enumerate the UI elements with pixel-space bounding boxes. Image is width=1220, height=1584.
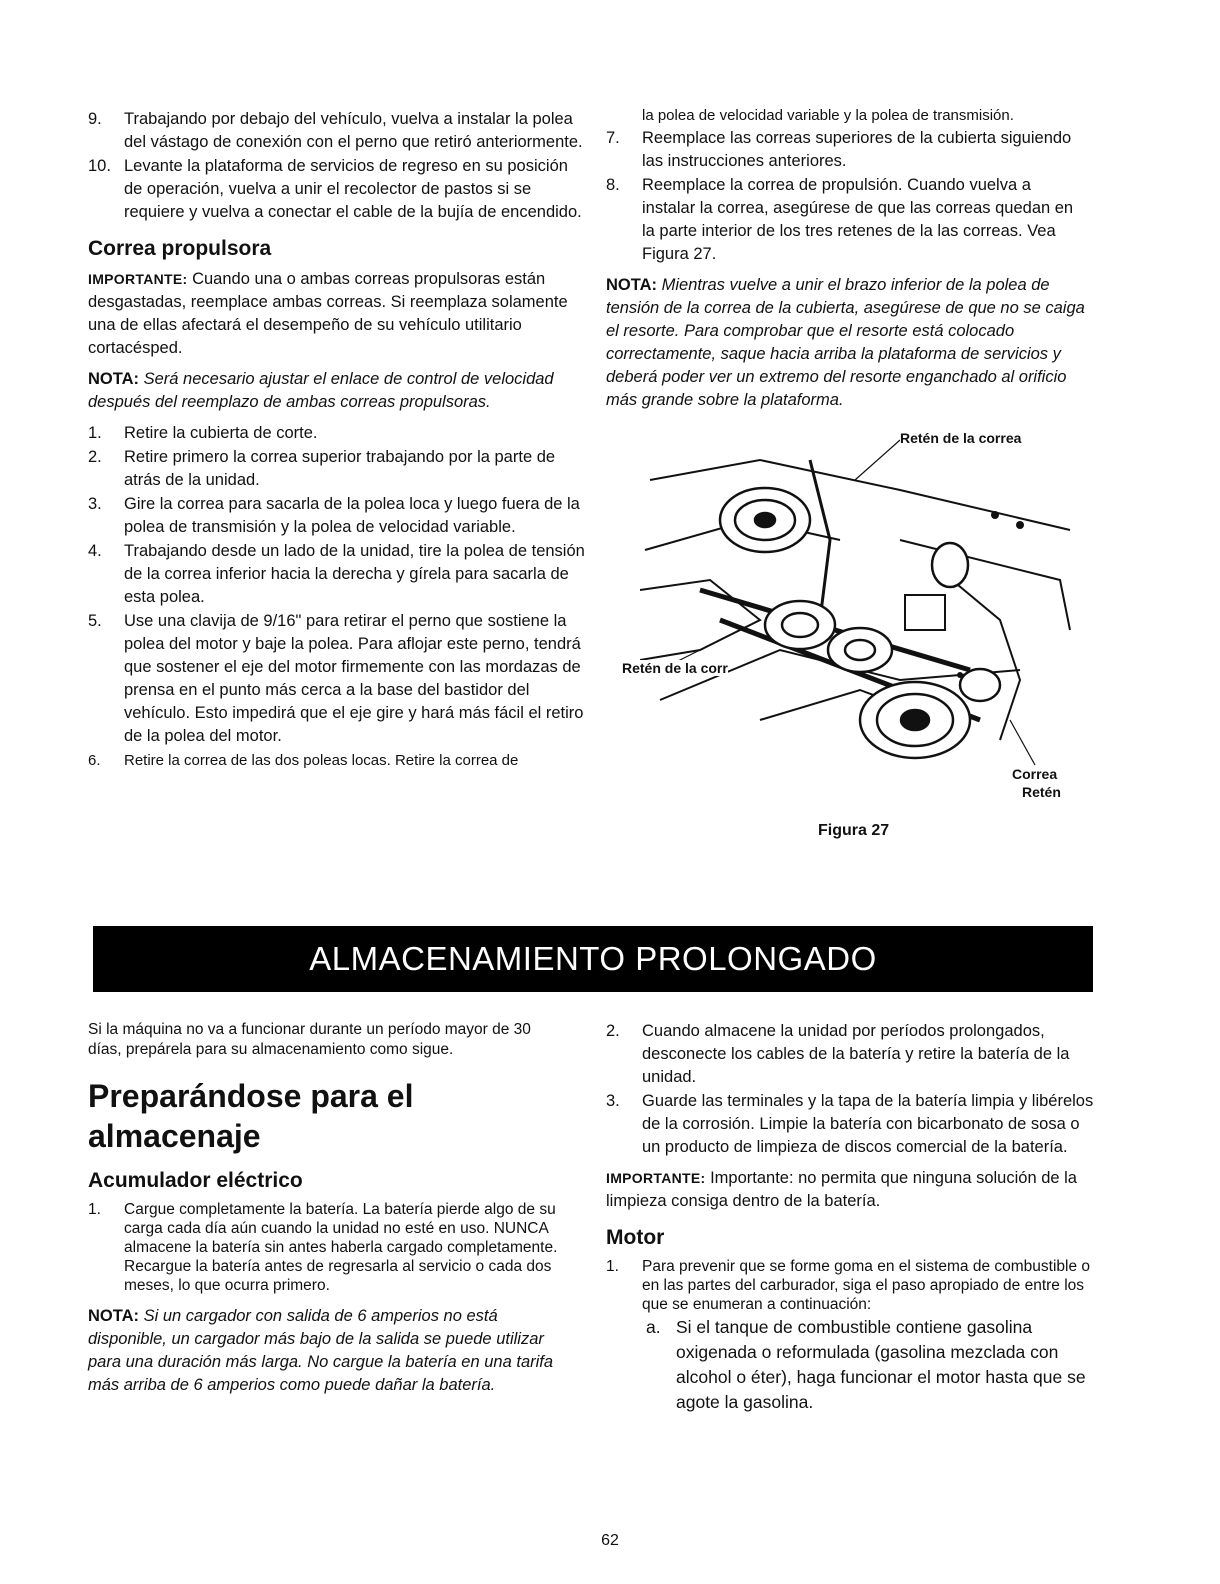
importante-text: Importante: no permita que ninguna solución de la limpieza consiga dentro de la batería.	[606, 1169, 1077, 1210]
list-item	[88, 540, 588, 609]
step-number: 2.	[606, 1022, 620, 1040]
step-text: Retire la correa de las dos poleas locas. Retire la correa de	[124, 752, 519, 769]
steps-list-top	[88, 108, 588, 224]
nota-paragraph	[88, 1305, 568, 1397]
list-item	[88, 108, 588, 154]
figure-27-illustration	[622, 420, 1080, 810]
step-text: Cuando almacene la unidad por períodos prolongados, desconecte los cables de la batería y retire la batería de la unidad.	[642, 1022, 1070, 1086]
label-correa-right: Correa	[1012, 766, 1058, 782]
step-number: 9.	[88, 110, 102, 128]
steps-list-battery	[88, 1200, 568, 1295]
continued-text: la polea de velocidad variable y la polea de transmisión.	[642, 107, 1014, 124]
list-item	[88, 155, 588, 224]
figure-caption: Figura 27	[818, 822, 890, 839]
sub-step-letter: a.	[646, 1317, 661, 1337]
list-item	[606, 174, 1086, 266]
list-item	[88, 749, 588, 772]
step-text: Retire la cubierta de corte.	[124, 424, 318, 442]
heading-motor: Motor	[606, 1226, 665, 1249]
nota-text: Si un cargador con salida de 6 amperios no está disponible, un cargador más bajo de la salida se puede utilizar para una duración más larga. No cargue la batería en una tarifa más arriba de 6 amperios como puede dañar la batería.	[88, 1307, 554, 1394]
step-number: 6.	[88, 752, 101, 769]
importante-text: Cuando una o ambas correas propulsoras están desgastadas, reemplace ambas correas. Si reemplaza solamente una de ellas afectará el desempeño de su vehículo utilitario cortacésped.	[88, 270, 568, 357]
step-text: Guarde las terminales y la tapa de la batería limpia y libérelos de la corrosión. Limpie la batería con bicarbonato de sosa o un producto de limpieza de discos comercial de la batería.	[642, 1092, 1094, 1156]
step-number: 10.	[88, 157, 111, 175]
list-item	[88, 493, 588, 539]
nota-label: NOTA:	[88, 1307, 140, 1325]
step-number: 4.	[88, 542, 102, 560]
step-text: Trabajando por debajo del vehículo, vuelva a instalar la polea del vástago de conexión con el perno que retiró anteriormente.	[124, 110, 583, 151]
step-text: Reemplace la correa de propulsión. Cuando vuelva a instalar la correa, asegúrese de que las correas quedan en la parte interior de los tres retenes de la las correas. Vea Figura 27.	[642, 176, 1074, 263]
step-text: Trabajando desde un lado de la unidad, tire la polea de tensión de la correa inferior hacia la derecha y gírela para sacarla de esta polea.	[124, 542, 585, 606]
list-item	[606, 127, 1086, 173]
label-reten-correa-left: Retén de la corr	[622, 660, 728, 676]
step-text: Retire primero la correa superior trabajando por la parte de atrás de la unidad.	[124, 448, 556, 489]
importante-label: IMPORTANTE:	[606, 1170, 706, 1186]
step-text: Cargue completamente la batería. La batería pierde algo de su carga cada día aún cuando la unidad no esté en uso. NUNCA almacene la batería sin antes haberla cargado completamente. Recargue la batería antes de regresarla al servicio o cada dos meses, lo que ocurra primero.	[124, 1201, 558, 1294]
heading-preparandose: Preparándose para el almacenaje	[88, 1078, 414, 1154]
step-number: 5.	[88, 612, 102, 630]
right-bottom-column	[606, 1020, 1096, 1415]
list-item	[606, 1020, 1096, 1089]
nota-text: Será necesario ajustar el enlace de control de velocidad después del reemplazo de ambas correas propulsoras.	[88, 370, 554, 411]
steps-list-belt	[88, 422, 588, 772]
nota-paragraph	[88, 368, 588, 414]
importante-label: IMPORTANTE:	[88, 271, 188, 287]
heading-acumulador: Acumulador eléctrico	[88, 1169, 303, 1192]
step-number: 3.	[606, 1092, 620, 1110]
label-reten-right: Retén	[1022, 784, 1061, 800]
section-heading-correa: Correa propulsora	[88, 237, 272, 260]
step-text: Use una clavija de 9/16" para retirar el perno que sostiene la polea del motor y baje la polea. Para aflojar este perno, tendrá que sostener el eje del motor firmemente con las mordazas de prensa en el punto más cerca a la base del bastidor del vehículo. Esto impedirá que el eje gire y hará más fácil el retiro de la polea del motor.	[124, 612, 584, 745]
list-item	[88, 422, 588, 445]
list-item	[606, 1090, 1096, 1159]
step-text: Reemplace las correas superiores de la cubierta siguiendo las instrucciones anteriores.	[642, 129, 1072, 170]
importante-paragraph	[88, 268, 588, 360]
pulley-drawing	[640, 420, 1080, 810]
list-item	[606, 1257, 1096, 1314]
nota-label: NOTA:	[606, 276, 658, 294]
left-top-column	[88, 108, 588, 773]
step-number: 8.	[606, 176, 620, 194]
page-number: 62	[601, 1532, 619, 1549]
step-number: 3.	[88, 495, 102, 513]
steps-list-storage	[606, 1020, 1096, 1159]
step-text: Levante la plataforma de servicios de regreso en su posición de operación, vuelva a unir el recolector de pastos si se requiere y vuelva a conectar el cable de la bujía de encendido.	[124, 157, 582, 221]
step-text: Para prevenir que se forme goma en el sistema de combustible o en las partes del carburador, siga el paso apropiado de entre los que se enumeran a continuación:	[642, 1258, 1091, 1313]
steps-list-right	[606, 127, 1086, 266]
nota-label: NOTA:	[88, 370, 140, 388]
step-number: 1.	[88, 424, 102, 442]
nota-text: Mientras vuelve a unir el brazo inferior de la polea de tensión de la correa de la cubierta, asegúrese de que no se caiga el resorte. Para comprobar que el resorte está colocado correctamente, saque hacia arriba la plataforma de servicios y deberá poder ver un extremo del resorte enganchado al orificio más grande sobre la plataforma.	[606, 276, 1085, 409]
label-reten-correa-top: Retén de la correa	[900, 430, 1022, 446]
sub-step-a	[606, 1315, 1096, 1415]
importante-paragraph	[606, 1167, 1096, 1213]
section-banner: ALMACENAMIENTO PROLONGADO	[93, 926, 1093, 992]
step-number: 1.	[606, 1258, 619, 1275]
list-item	[88, 446, 588, 492]
sub-step-text: Si el tanque de combustible contiene gasolina oxigenada o reformulada (gasolina mezclada con alcohol o éter), haga funcionar el motor hasta que se agote la gasolina.	[676, 1317, 1086, 1412]
step-number: 1.	[88, 1201, 101, 1218]
left-bottom-column	[88, 1020, 568, 1405]
list-item	[88, 1200, 568, 1295]
right-top-column	[606, 104, 1086, 420]
nota-paragraph	[606, 274, 1086, 412]
steps-list-motor	[606, 1257, 1096, 1314]
step-number: 2.	[88, 448, 102, 466]
list-item	[88, 610, 588, 748]
step-number: 7.	[606, 129, 620, 147]
storage-intro: Si la máquina no va a funcionar durante un período mayor de 30 días, prepárela para su almacenamiento como sigue.	[88, 1021, 531, 1058]
step-text: Gire la correa para sacarla de la polea loca y luego fuera de la polea de transmisión y la polea de velocidad variable.	[124, 495, 580, 536]
